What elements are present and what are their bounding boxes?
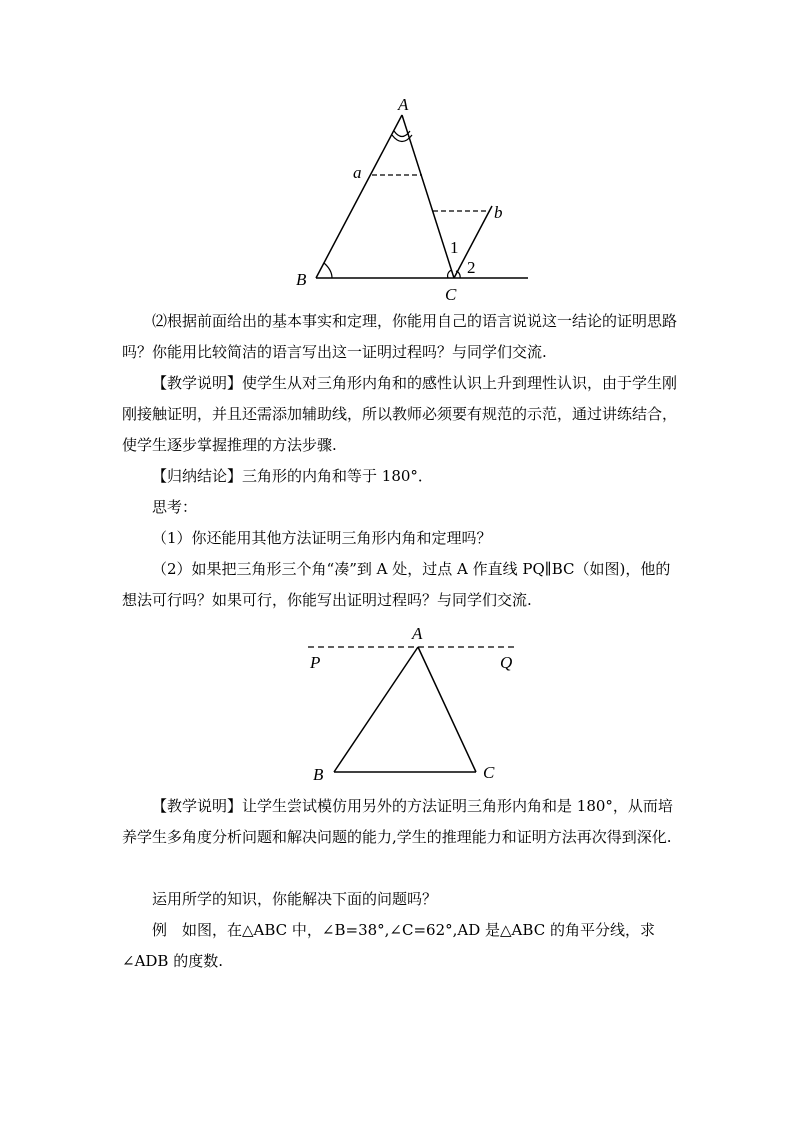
- figure-triangle-parallel-line: [300, 620, 530, 785]
- paragraph-teaching-note-1: 【教学说明】使学生从对三角形内角和的感性认识上升到理性认识，由于学生刚刚接触证明，并且还需添加辅助线，所以教师必须要有规范的示范，通过讲练结合，使学生逐步掌握推理的方法步骤.: [122, 374, 678, 454]
- label-B: B: [313, 765, 324, 784]
- paragraph-apply-prompt: 运用所学的知识，你能解决下面的问题吗？: [152, 890, 438, 908]
- question-1: （1）你还能用其他方法证明三角形内角和定理吗？: [152, 529, 492, 547]
- side-AC: [418, 647, 476, 772]
- question-2: （2）如果把三角形三个角“凑”到 A 处，过点 A 作直线 PQ∥BC（如图)，他的想法可行吗？如果可行，你能写出证明过程吗？与同学们交流.: [122, 560, 671, 609]
- label-B: B: [296, 270, 307, 289]
- side-AC: [402, 115, 454, 278]
- label-1: 1: [450, 238, 459, 257]
- side-AB: [316, 115, 402, 278]
- label-Q: Q: [500, 653, 513, 672]
- side-AB: [334, 647, 418, 772]
- label-A: A: [412, 624, 423, 643]
- label-a: a: [353, 163, 362, 182]
- paragraph-conclusion: 【归纳结论】三角形的内角和等于 180°．: [152, 467, 433, 485]
- label-C: C: [483, 763, 495, 782]
- paragraph-proof-idea: ⑵根据前面给出的基本事实和定理，你能用自己的语言说说这一结论的证明思路吗？你能用比较简洁的语言写出这一证明过程吗？与同学们交流.: [122, 312, 678, 361]
- paragraph-think-heading: 思考：: [152, 498, 198, 516]
- figure2-svg: [300, 620, 530, 785]
- label-P: P: [310, 653, 321, 672]
- angle-arc-B: [324, 263, 332, 278]
- paragraph-teaching-note-2: 【教学说明】让学生尝试模仿用另外的方法证明三角形内角和是 180°，从而培养学生多角度分析问题和解决问题的能力,学生的推理能力和证明方法再次得到深化.: [122, 797, 673, 846]
- label-A: A: [398, 95, 409, 114]
- label-C: C: [445, 285, 457, 304]
- label-2: 2: [467, 258, 476, 277]
- figure1-svg: [280, 90, 540, 305]
- paragraph-example: 例 如图，在△ABC 中，∠B=38°,∠C=62°,AD 是△ABC 的角平分线，求∠ADB 的度数.: [122, 921, 655, 970]
- figure-triangle-exterior-angle: [280, 90, 540, 305]
- label-b: b: [494, 203, 503, 222]
